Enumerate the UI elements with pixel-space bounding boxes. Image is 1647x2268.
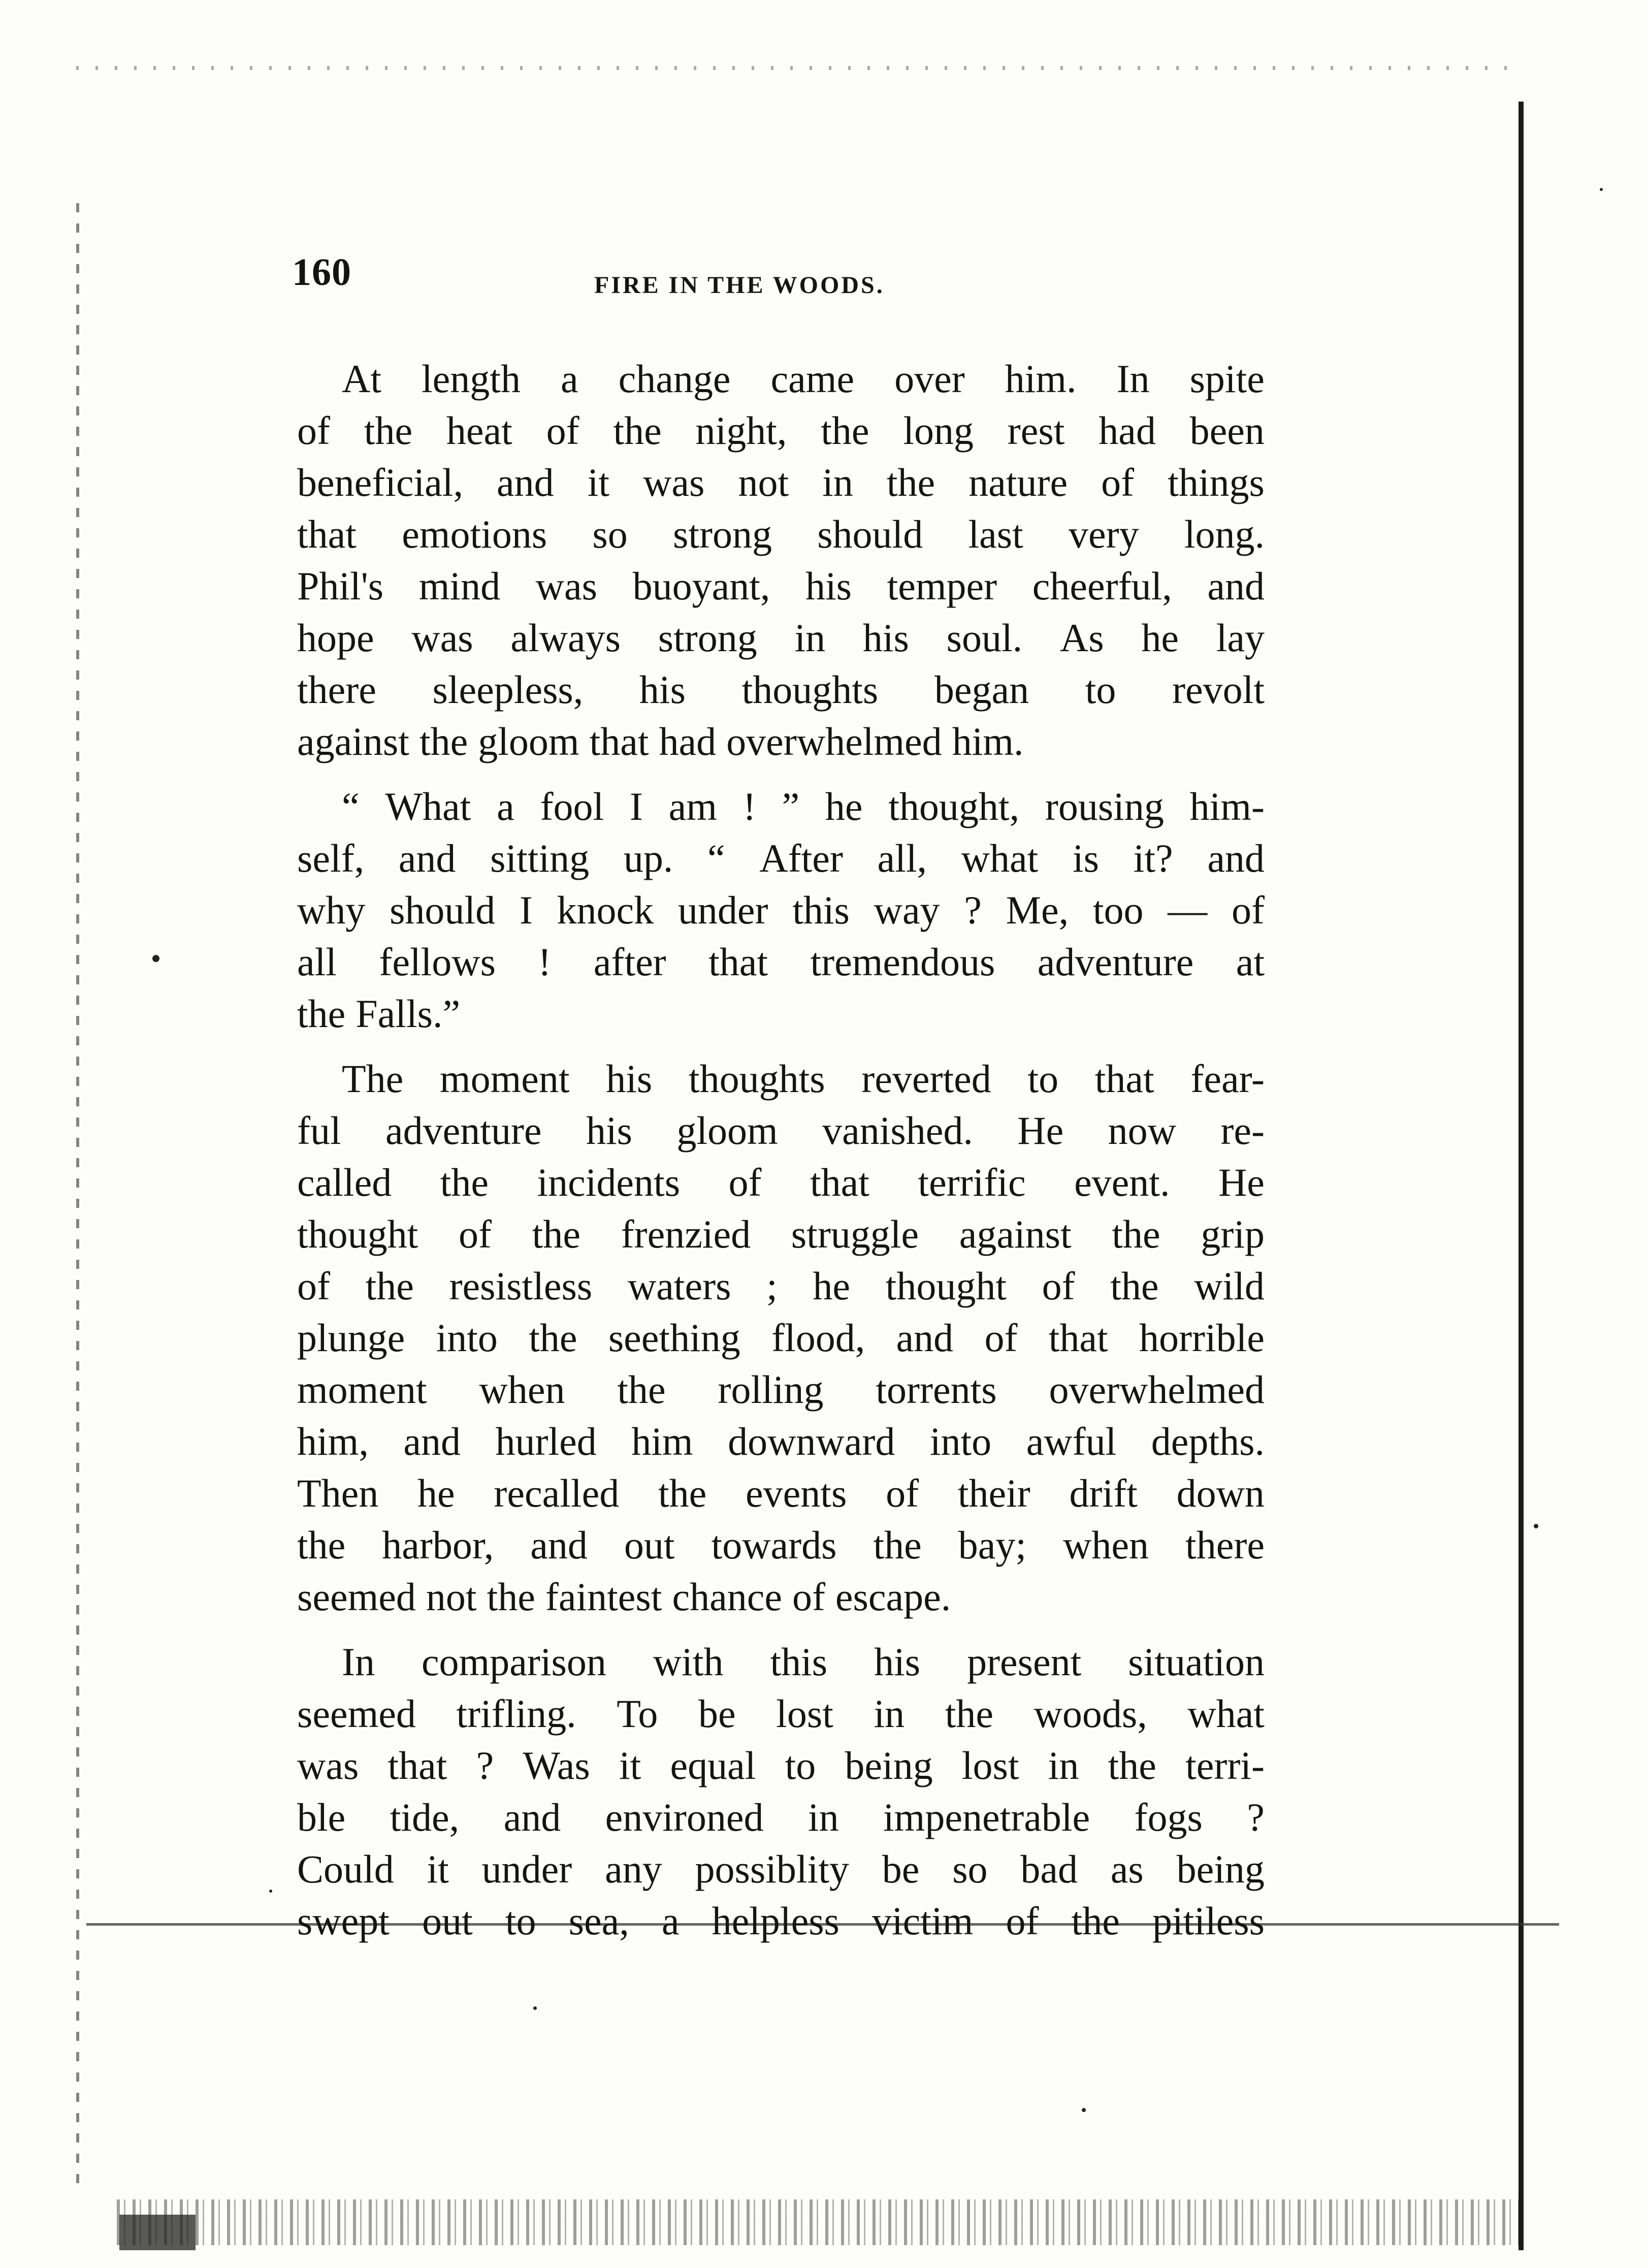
text-line: that emotions so strong should last very long. xyxy=(297,512,1265,556)
text-line: Could it under any possiblity be so bad as being xyxy=(297,1847,1265,1891)
text-line: moment when the rolling torrents overwhelmed xyxy=(297,1367,1265,1412)
running-head: FIRE IN THE WOODS. xyxy=(594,272,885,299)
text-line: why should I knock under this way ? Me, too — of xyxy=(297,888,1265,932)
text-line: of the resistless waters ; he thought of the wild xyxy=(297,1264,1265,1308)
text-line: there sleepless, his thoughts began to revolt xyxy=(297,667,1265,712)
text-line: Phil's mind was buoyant, his temper cheerful, and xyxy=(297,564,1265,608)
text-line: against the gloom that had overwhelmed him. xyxy=(297,719,1024,763)
text-line: In comparison with this his present situation xyxy=(342,1640,1265,1684)
scan-noise-bottom-left xyxy=(119,2215,196,2250)
text-line: ful adventure his gloom vanished. He now re- xyxy=(297,1108,1265,1153)
text-line: Then he recalled the events of their drift down xyxy=(297,1471,1265,1515)
text-line: The moment his thoughts reverted to that fear- xyxy=(342,1057,1265,1101)
scan-noise-top xyxy=(76,66,1524,70)
text-line: self, and sitting up. “ After all, what is it? and xyxy=(297,836,1265,880)
scan-speck xyxy=(269,1890,272,1893)
text-line: was that ? Was it equal to being lost in the terri- xyxy=(297,1743,1265,1787)
text-line: called the incidents of that terrific event. He xyxy=(297,1160,1265,1204)
text-line: swept out to sea, a helpless victim of the pitiless xyxy=(297,1899,1265,1943)
scan-speck xyxy=(1600,188,1603,191)
text-line: all fellows ! after that tremendous adventure at xyxy=(297,940,1265,984)
text-line: of the heat of the night, the long rest had been xyxy=(297,408,1265,453)
text-line: the harbor, and out towards the bay; when there xyxy=(297,1523,1265,1567)
text-line: thought of the frenzied struggle against the grip xyxy=(297,1212,1265,1256)
text-line: him, and hurled him downward into awful depths. xyxy=(297,1419,1265,1463)
scan-speck xyxy=(1534,1524,1538,1528)
scan-edge-left xyxy=(76,203,79,2184)
scan-speck xyxy=(1082,2108,1086,2112)
text-line: hope was always strong in his soul. As he lay xyxy=(297,616,1265,660)
text-line: the Falls.” xyxy=(297,992,461,1036)
text-line: seemed trifling. To be lost in the woods, what xyxy=(297,1691,1265,1736)
page-number: 160 xyxy=(292,251,351,294)
text-line: plunge into the seething flood, and of that horrible xyxy=(297,1316,1265,1360)
text-line: “ What a fool I am ! ” he thought, rousing him- xyxy=(342,784,1265,828)
text-line: beneficial, and it was not in the nature of things xyxy=(297,460,1265,504)
scan-noise-bottom xyxy=(117,2199,1519,2245)
text-line: seemed not the faintest chance of escape. xyxy=(297,1575,951,1619)
text-line: ble tide, and environed in impenetrable fogs ? xyxy=(297,1795,1265,1839)
scan-speck xyxy=(533,2006,537,2010)
body-text xyxy=(297,353,1265,1947)
scan-edge-right xyxy=(1519,102,1524,2250)
text-line: At length a change came over him. In spite xyxy=(342,357,1265,401)
scan-speck xyxy=(152,955,159,962)
